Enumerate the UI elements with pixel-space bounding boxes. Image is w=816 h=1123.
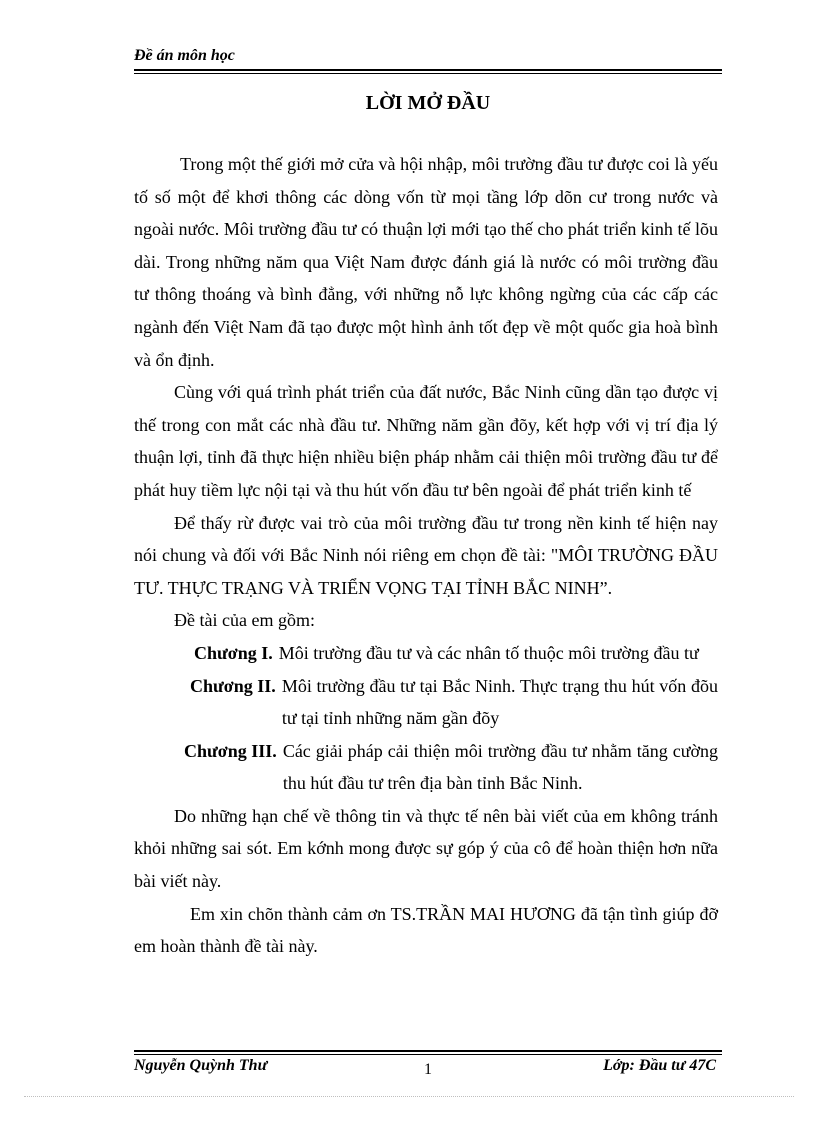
paragraph-bac-ninh: Cùng với quá trình phát triển của đất nước, Bắc Ninh cũng dần tạo được vị thế trong con mắt các nhà đầu tư. Những năm gần đõy, kết hợp với vị trí địa lý thuận lợi, tỉnh đã thực hiện nhiều biện pháp nhằm cải thiện môi trường đầu tư để phát huy tiềm lực nội tại và thu hút vốn đầu tư bên ngoài để phát triển kinh tế	[134, 382, 718, 500]
chapter-label: Chương I.	[194, 642, 273, 663]
page-boundary	[24, 1096, 794, 1097]
footer-class: Lớp: Đầu tư 47C	[603, 1057, 716, 1074]
footer-rule-thin	[134, 1054, 722, 1055]
page-title: LỜI MỞ ĐẦU	[365, 92, 491, 114]
chapter-title: Các giải pháp cải thiện môi trường đầu tư nhằm tăng cường thu hút đầu tư trên địa bàn tỉnh Bắc Ninh.	[282, 740, 718, 794]
chapter-item	[134, 670, 718, 735]
footer-rule	[134, 1050, 722, 1052]
chapter-label: Chương III.	[184, 740, 277, 761]
chapter-title: Môi trường đầu tư tại Bắc Ninh. Thực trạng thu hút vốn đõu tư tại tỉnh những năm gần đõy	[281, 675, 718, 729]
chapter-item	[134, 735, 718, 800]
chapter-list	[134, 637, 718, 800]
paragraph-topic: Để thấy rừ được vai trò của môi trường đầu tư trong nền kinh tế hiện nay nói chung và đối với Bắc Ninh nói riêng em chọn đề tài: "MÔI TRƯỜNG ĐẦU TƯ. THỰC TRẠNG VÀ TRIỂN VỌNG TẠI TỈNH BẮC NINH”.	[134, 512, 718, 598]
footer-author: Nguyễn Quỳnh Thư	[134, 1057, 268, 1074]
chapter-title: Môi trường đầu tư và các nhân tố thuộc môi trường đầu tư	[278, 642, 699, 663]
running-header: Đề án môn học	[134, 47, 235, 64]
chapter-item	[134, 637, 718, 670]
header-rule-thin	[134, 73, 722, 74]
paragraph-outline-intro: Đề tài của em gồm:	[174, 610, 315, 631]
chapter-label: Chương II.	[190, 675, 276, 696]
page-number: 1	[424, 1061, 432, 1078]
paragraph-intro: Trong một thế giới mở cửa và hội nhập, môi trường đầu tư được coi là yếu tố số một để khơi thông các dòng vốn từ mọi tầng lớp dõn cư trong nước và ngoài nước. Môi trường đầu tư có thuận lợi mới tạo thế cho phát triển kinh tế lõu dài. Trong những năm qua Việt Nam được đánh giá là nước có môi trường đầu tư thông thoáng và bình đẳng, với những nỗ lực không ngừng của các cấp các ngành đến Việt Nam đã tạo được một hình ảnh tốt đẹp về một quốc gia hoà bình và ổn định.	[134, 154, 718, 370]
paragraph-thanks: Em xin chõn thành cảm ơn TS.TRẦN MAI HƯƠNG đã tận tình giúp đỡ em hoàn thành đề tài này.	[134, 903, 718, 957]
header-rule	[134, 69, 722, 71]
document-body	[134, 148, 718, 963]
paragraph-limitations: Do những hạn chế về thông tin và thực tế nên bài viết của em không tránh khỏi những sai sót. Em kớnh mong được sự góp ý của cô để hoàn thiện hơn nữa bài viết này.	[134, 805, 718, 892]
